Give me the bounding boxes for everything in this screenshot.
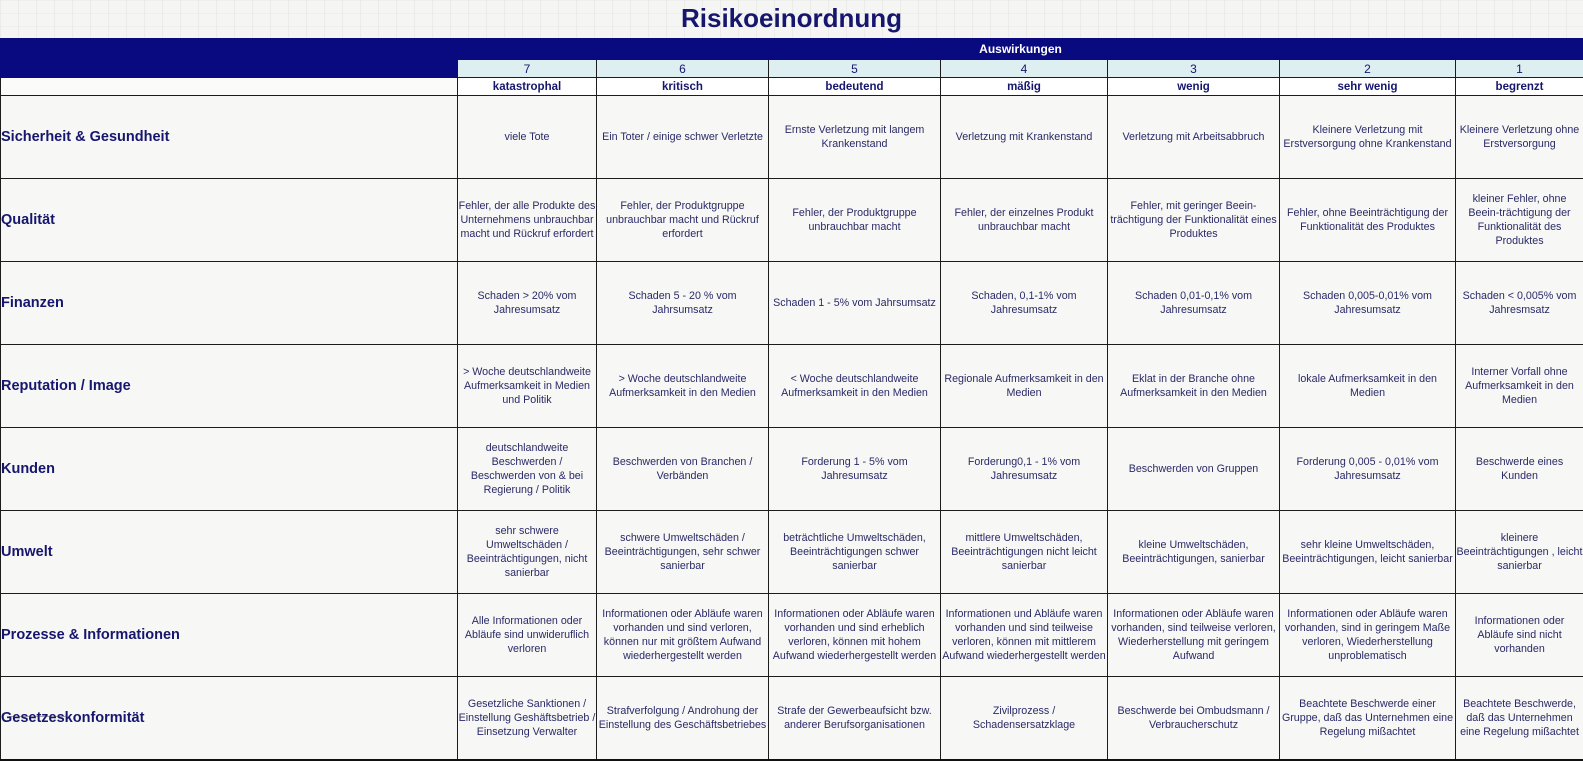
severity-level-6: 2 [1280, 60, 1456, 78]
severity-label-4: mäßig [941, 78, 1108, 96]
severity-level-1: 7 [458, 60, 597, 78]
cell-sicherheit-gesundheit-level-7: viele Tote [458, 96, 597, 179]
header-band-corner [1, 39, 458, 60]
cell-reputation-image-level-1: Interner Vorfall ohne Aufmerksamkeit in den Medien [1456, 345, 1583, 428]
category-label-umwelt: Umwelt [1, 511, 458, 594]
cell-kunden-level-2: Forderung 0,005 - 0,01% vom Jahresumsatz [1280, 428, 1456, 511]
cell-reputation-image-level-7: > Woche deutschlandweite Aufmerksamkeit in Medien und Politik [458, 345, 597, 428]
cell-reputation-image-level-5: < Woche deutschlandweite Aufmerksamkeit in den Medien [769, 345, 941, 428]
cell-qualitat-level-2: Fehler, ohne Beeinträchtigung der Funktionalität des Produktes [1280, 179, 1456, 262]
cell-qualitat-level-6: Fehler, der Produktgruppe unbrauchbar macht und Rückruf erfordert [597, 179, 769, 262]
cell-umwelt-level-6: schwere Umweltschäden / Beeinträchtigungen, sehr schwer sanierbar [597, 511, 769, 594]
cell-sicherheit-gesundheit-level-3: Verletzung mit Arbeitsabbruch [1108, 96, 1280, 179]
cell-umwelt-level-4: mittlere Umweltschäden, Beeinträchtigungen nicht leicht sanierbar [941, 511, 1108, 594]
cell-kunden-level-7: deutschlandweite Beschwerden / Beschwerden von & bei Regierung / Politik [458, 428, 597, 511]
cell-finanzen-level-2: Schaden 0,005-0,01% vom Jahresumsatz [1280, 262, 1456, 345]
cell-umwelt-level-1: kleinere Beeinträchtigungen , leicht sanierbar [1456, 511, 1583, 594]
cell-reputation-image-level-6: > Woche deutschlandweite Aufmerksamkeit in den Medien [597, 345, 769, 428]
cell-gesetzeskonformitat-level-6: Strafverfolgung / Androhung der Einstellung des Geschäftsbetriebes [597, 677, 769, 761]
cell-umwelt-level-2: sehr kleine Umweltschäden, Beeinträchtigungen, leicht sanierbar [1280, 511, 1456, 594]
category-label-gesetzeskonformitat: Gesetzeskonformität [1, 677, 458, 761]
cell-qualitat-level-5: Fehler, der Produktgruppe unbrauchbar macht [769, 179, 941, 262]
cell-qualitat-level-7: Fehler, der alle Produkte des Unternehmens unbrauchbar macht und Rückruf erfordert [458, 179, 597, 262]
cell-sicherheit-gesundheit-level-5: Ernste Verletzung mit langem Krankenstand [769, 96, 941, 179]
table-row [1, 345, 1583, 428]
cell-umwelt-level-5: beträchtliche Umweltschäden, Beeinträchtigungen schwer sanierbar [769, 511, 941, 594]
category-label-finanzen: Finanzen [1, 262, 458, 345]
cell-reputation-image-level-2: lokale Aufmerksamkeit in den Medien [1280, 345, 1456, 428]
table-row [1, 179, 1583, 262]
severity-label-6: sehr wenig [1280, 78, 1456, 96]
cell-finanzen-level-6: Schaden 5 - 20 % vom Jahrsumsatz [597, 262, 769, 345]
cell-kunden-level-3: Beschwerden von Gruppen [1108, 428, 1280, 511]
cell-kunden-level-4: Forderung0,1 - 1% vom Jahresumsatz [941, 428, 1108, 511]
cell-reputation-image-level-4: Regionale Aufmerksamkeit in den Medien [941, 345, 1108, 428]
severity-level-5: 3 [1108, 60, 1280, 78]
cell-gesetzeskonformitat-level-5: Strafe der Gewerbeaufsicht bzw. anderer Berufsorganisationen [769, 677, 941, 761]
cell-finanzen-level-1: Schaden < 0,005% vom Jahresmsatz [1456, 262, 1583, 345]
category-label-prozesse-informationen: Prozesse & Informationen [1, 594, 458, 677]
severity-row-corner [1, 78, 458, 96]
impact-band-label: Auswirkungen [458, 39, 1583, 60]
cell-prozesse-informationen-level-5: Informationen oder Abläufe waren vorhanden und sind erheblich verloren, können mit hohem Aufwand wiederhergestellt werden [769, 594, 941, 677]
table-row [1, 262, 1583, 345]
page-title-band [0, 0, 1583, 38]
severity-label-1: katastrophal [458, 78, 597, 96]
severity-level-7: 1 [1456, 60, 1583, 78]
category-label-reputation-image: Reputation / Image [1, 345, 458, 428]
level-row-corner [1, 60, 458, 78]
severity-label-3: bedeutend [769, 78, 941, 96]
severity-label-5: wenig [1108, 78, 1280, 96]
severity-level-4: 4 [941, 60, 1108, 78]
category-label-sicherheit-gesundheit: Sicherheit & Gesundheit [1, 96, 458, 179]
severity-level-row [1, 60, 1583, 78]
header-band-row [1, 39, 1583, 60]
table-row [1, 96, 1583, 179]
cell-qualitat-level-1: kleiner Fehler, ohne Beein-trächtigung der Funktionalität des Produktes [1456, 179, 1583, 262]
cell-umwelt-level-7: sehr schwere Umweltschäden / Beeinträchtigungen, nicht sanierbar [458, 511, 597, 594]
severity-label-7: begrenzt [1456, 78, 1583, 96]
cell-umwelt-level-3: kleine Umweltschäden, Beeinträchtigungen, sanierbar [1108, 511, 1280, 594]
cell-qualitat-level-4: Fehler, der einzelnes Produkt unbrauchbar macht [941, 179, 1108, 262]
page-title: Risikoeinordnung [681, 5, 902, 33]
cell-prozesse-informationen-level-6: Informationen oder Abläufe waren vorhanden und sind verloren, können nur mit größtem Aufwand wiederhergestellt werden [597, 594, 769, 677]
cell-finanzen-level-4: Schaden, 0,1-1% vom Jahresumsatz [941, 262, 1108, 345]
cell-prozesse-informationen-level-7: Alle Informationen oder Abläufe sind unwideruflich verloren [458, 594, 597, 677]
cell-gesetzeskonformitat-level-2: Beachtete Beschwerde einer Gruppe, daß das Unternehmen eine Regelung mißachtet [1280, 677, 1456, 761]
cell-gesetzeskonformitat-level-7: Gesetzliche Sanktionen / Einstellung Geshäftsbetrieb / Einsetzung Verwalter [458, 677, 597, 761]
cell-kunden-level-6: Beschwerden von Branchen / Verbänden [597, 428, 769, 511]
cell-gesetzeskonformitat-level-1: Beachtete Beschwerde, daß das Unternehmen eine Regelung mißachtet [1456, 677, 1583, 761]
cell-prozesse-informationen-level-3: Informationen oder Abläufe waren vorhanden, sind teilweise verloren, Wiederherstellung mit geringem Aufwand [1108, 594, 1280, 677]
cell-sicherheit-gesundheit-level-1: Kleinere Verletzung ohne Erstversorgung [1456, 96, 1583, 179]
cell-kunden-level-1: Beschwerde eines Kunden [1456, 428, 1583, 511]
severity-label-row [1, 78, 1583, 96]
cell-prozesse-informationen-level-4: Informationen und Abläufe waren vorhanden und sind teilweise verloren, können mit mittlerem Aufwand wiederhergestellt werden [941, 594, 1108, 677]
cell-gesetzeskonformitat-level-4: Zivilprozess / Schadensersatzklage [941, 677, 1108, 761]
table-row [1, 677, 1583, 761]
cell-sicherheit-gesundheit-level-6: Ein Toter / einige schwer Verletzte [597, 96, 769, 179]
cell-gesetzeskonformitat-level-3: Beschwerde bei Ombudsmann / Verbraucherschutz [1108, 677, 1280, 761]
severity-level-2: 6 [597, 60, 769, 78]
table-row [1, 594, 1583, 677]
cell-finanzen-level-3: Schaden 0,01-0,1% vom Jahresumsatz [1108, 262, 1280, 345]
table-row [1, 428, 1583, 511]
cell-prozesse-informationen-level-1: Informationen oder Abläufe sind nicht vorhanden [1456, 594, 1583, 677]
risk-classification-table [0, 38, 1583, 761]
cell-finanzen-level-7: Schaden > 20% vom Jahresumsatz [458, 262, 597, 345]
cell-prozesse-informationen-level-2: Informationen oder Abläufe waren vorhanden, sind in geringem Maße verloren, Wiederherstellung unproblematisch [1280, 594, 1456, 677]
cell-qualitat-level-3: Fehler, mit geringer Beein-trächtigung der Funktionalität eines Produktes [1108, 179, 1280, 262]
cell-reputation-image-level-3: Eklat in der Branche ohne Aufmerksamkeit in den Medien [1108, 345, 1280, 428]
severity-label-2: kritisch [597, 78, 769, 96]
cell-sicherheit-gesundheit-level-4: Verletzung mit Krankenstand [941, 96, 1108, 179]
category-label-qualitat: Qualität [1, 179, 458, 262]
category-label-kunden: Kunden [1, 428, 458, 511]
cell-kunden-level-5: Forderung 1 - 5% vom Jahresumsatz [769, 428, 941, 511]
cell-sicherheit-gesundheit-level-2: Kleinere Verletzung mit Erstversorgung ohne Krankenstand [1280, 96, 1456, 179]
table-row [1, 511, 1583, 594]
cell-finanzen-level-5: Schaden 1 - 5% vom Jahrsumsatz [769, 262, 941, 345]
severity-level-3: 5 [769, 60, 941, 78]
